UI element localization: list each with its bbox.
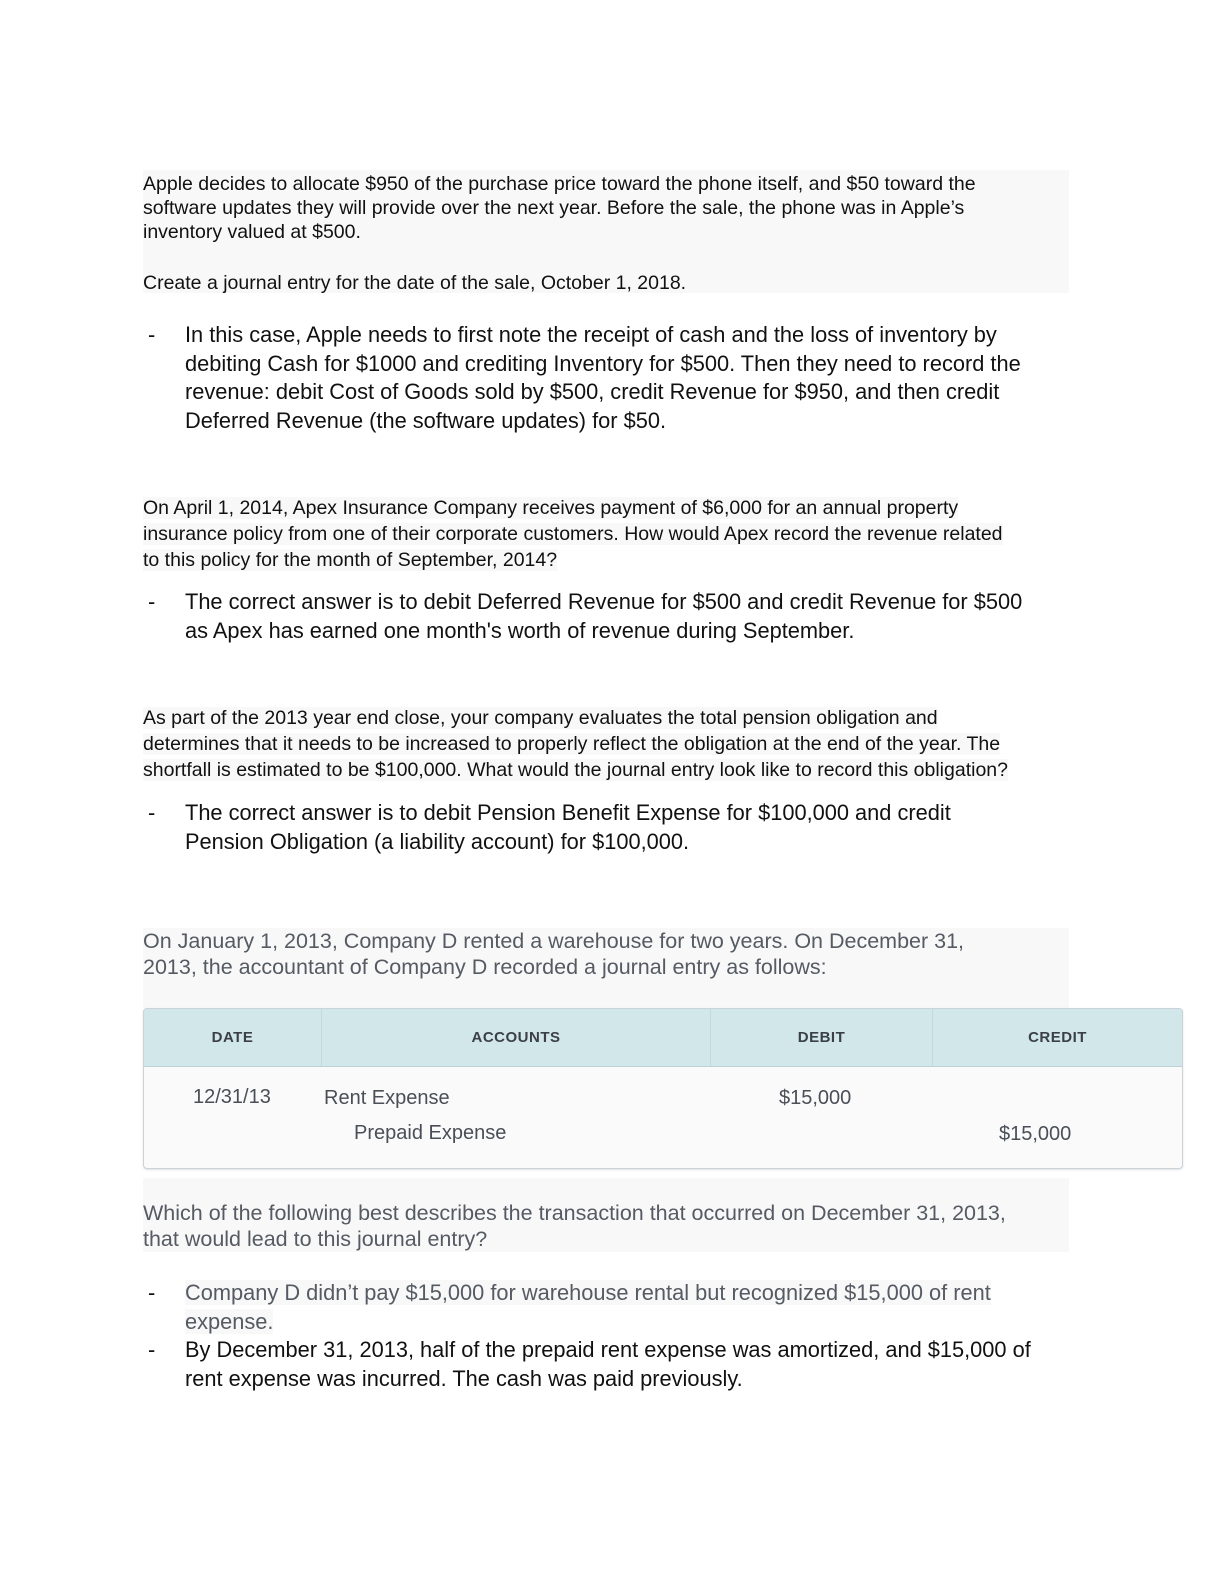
q4-option-line: By December 31, 2013, half of the prepaid rent expense was amortized, and $15,000 of — [185, 1337, 1031, 1362]
q2-answer-list — [143, 588, 1083, 645]
q1-answer-line: debiting Cash for $1000 and crediting Inventory for $500. Then they need to record the — [185, 350, 1021, 376]
q2-question: On April 1, 2014, Apex Insurance Company receives payment of $6,000 for an annual property insurance policy from one of their corporate customers. How would Apex record the revenue related to this policy for the month of September, 2014? — [143, 497, 1003, 571]
q3-answer-line: Pension Obligation (a liability account) for $100,000. — [185, 828, 690, 854]
header-date: DATE — [211, 1029, 254, 1046]
journal-table-header — [144, 1009, 1182, 1067]
header-credit: CREDIT — [1028, 1029, 1087, 1046]
q1-answer-line: Deferred Revenue (the software updates) for $50. — [185, 407, 667, 433]
credit-amount: $15,000 — [999, 1123, 1072, 1145]
q4-options-list — [143, 1279, 1083, 1393]
q4-option-line: expense. — [185, 1308, 274, 1334]
q1-answer-line: In this case, Apple needs to first note the receipt of cash and the loss of inventory by — [185, 322, 997, 347]
q4-option-line: rent expense was incurred. The cash was paid previously. — [185, 1365, 743, 1391]
list-item: - In this case, Apple needs to first note the receipt of cash and the loss of inventory by debiting Cash for $1000 and crediting Inventory for $500. Then they need to record the revenue: debit Cost of Goods sold by $500, credit Revenue for $950, and then credit Deferred Revenue (the software updates) for $50. — [148, 322, 1021, 433]
q2-answer-line: as Apex has earned one month's worth of revenue during September. — [185, 617, 855, 643]
journal-entry-table — [143, 1008, 1183, 1169]
credit-account: Prepaid Expense — [354, 1122, 507, 1144]
q1-answer-line: revenue: debit Cost of Goods sold by $500, credit Revenue for $950, and then credit — [185, 379, 1000, 404]
header-accounts: ACCOUNTS — [471, 1029, 561, 1046]
header-debit: DEBIT — [797, 1029, 846, 1046]
list-item: - The correct answer is to debit Pension Benefit Expense for $100,000 and credit Pension Obligation (a liability account) for $100,000. — [148, 800, 951, 854]
list-item: - Company D didn’t pay $15,000 for warehouse rental but recognized $15,000 of rent expense. — [148, 1280, 991, 1334]
q3-question: As part of the 2013 year end close, your company evaluates the total pension obligation and determines that it needs to be increased to properly reflect the obligation at the end of the year. The shortfall is estimated to be $100,000. What would the journal entry look like to record this obligation? — [143, 707, 1008, 781]
q4-option-line: Company D didn’t pay $15,000 for warehouse rental but recognized $15,000 of rent — [185, 1280, 991, 1305]
q3-answer-line: The correct answer is to debit Pension Benefit Expense for $100,000 and credit — [185, 800, 951, 825]
debit-account: Rent Expense — [324, 1087, 450, 1109]
q4-question: Which of the following best describes the transaction that occurred on December 31, 2013, that would lead to this journal entry? — [143, 1178, 1069, 1252]
q1-answer-list — [143, 321, 1083, 435]
q2-answer-line: The correct answer is to debit Deferred Revenue for $500 and credit Revenue for $500 — [185, 589, 1023, 614]
q4-intro: On January 1, 2013, Company D rented a warehouse for two years. On December 31, 2013, the accountant of Company D recorded a journal entry as follows: — [143, 928, 1069, 1008]
list-item: - The correct answer is to debit Deferred Revenue for $500 and credit Revenue for $500 as Apex has earned one month's worth of revenue during September. — [148, 589, 1023, 643]
entry-date: 12/31/13 — [193, 1086, 271, 1108]
q3-answer-list — [143, 799, 1083, 856]
q1-prompt — [143, 170, 1069, 293]
list-item: - By December 31, 2013, half of the prepaid rent expense was amortized, and $15,000 of rent expense was incurred. The cash was paid previously. — [148, 1337, 1031, 1391]
q1-paragraph-2: Create a journal entry for the date of the sale, October 1, 2018. — [143, 272, 687, 294]
debit-amount: $15,000 — [779, 1087, 852, 1109]
q1-paragraph-1: Apple decides to allocate $950 of the purchase price toward the phone itself, and $50 toward the software updates they will provide over the next year. Before the sale, the phone was in Apple’s inventory valued at $500. — [143, 173, 976, 243]
